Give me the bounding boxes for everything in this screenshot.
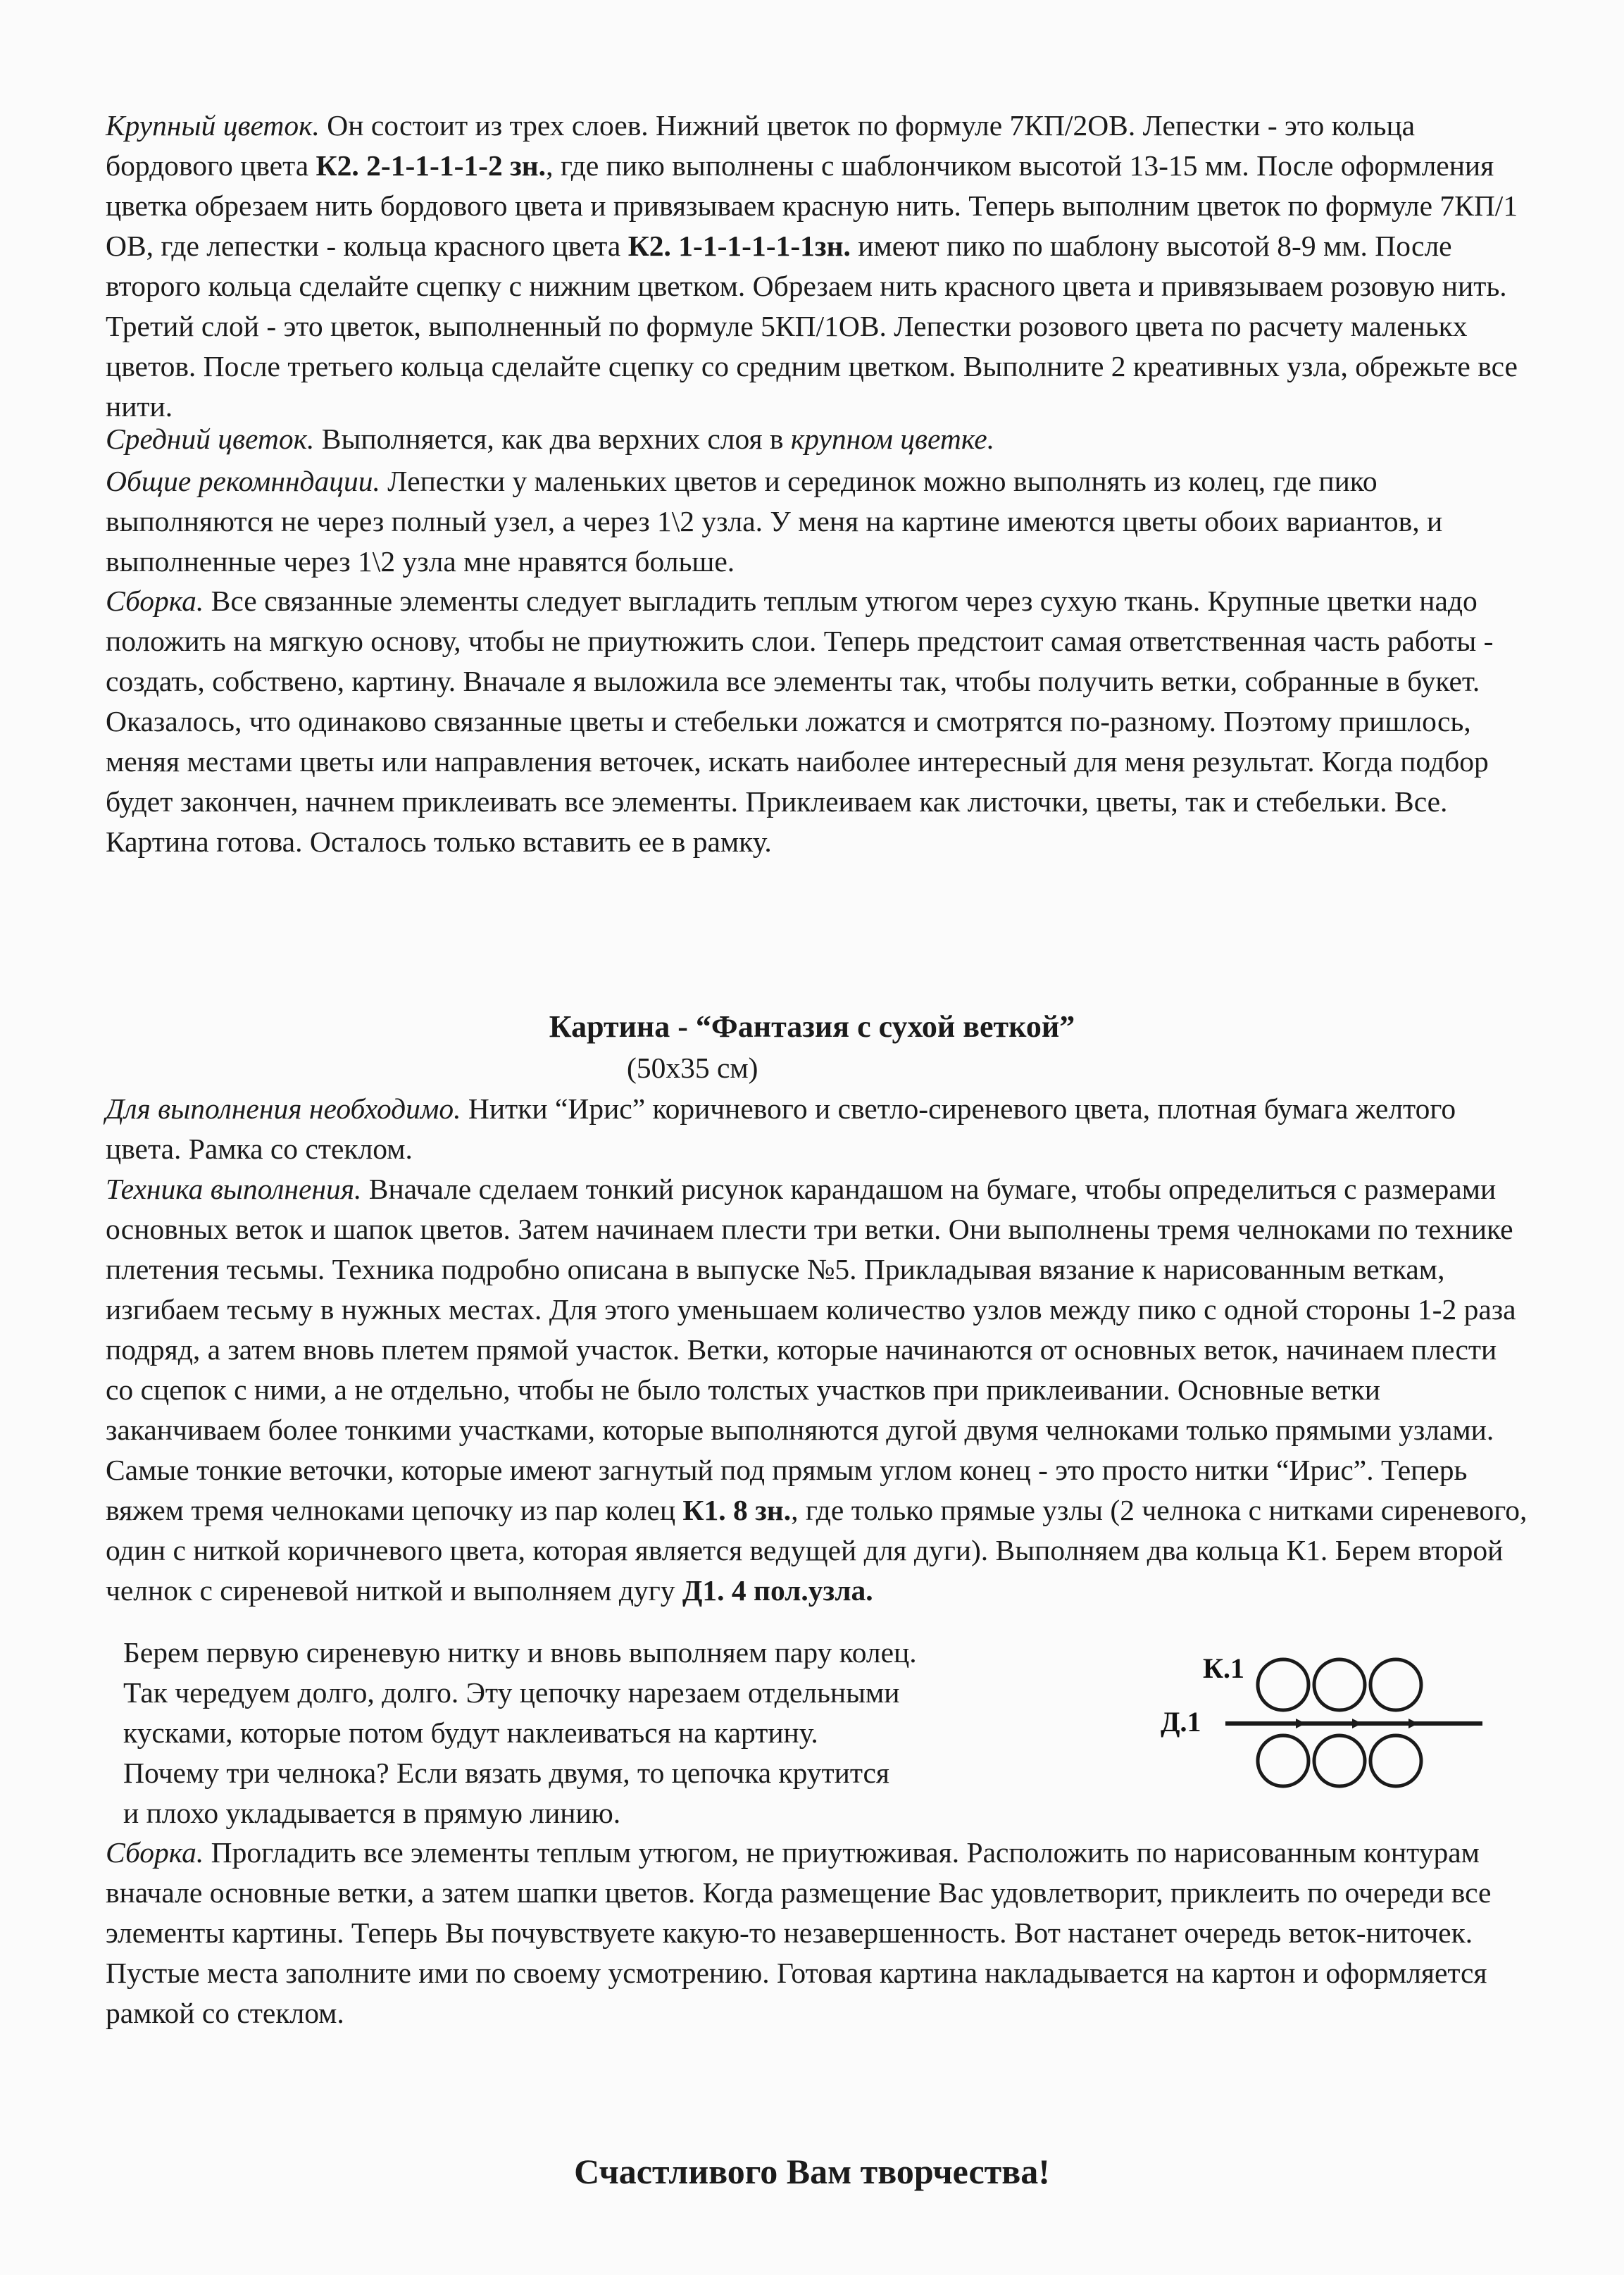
ring-circle [1314, 1659, 1365, 1710]
paragraph-technique [106, 1169, 1528, 1611]
section-subtitle-size: (50x35 см) [627, 1052, 758, 1084]
heading-large-flower: Крупный цветок. [106, 109, 320, 142]
paragraph-medium-flower [106, 419, 1528, 459]
heading-assembly: Сборка. [106, 585, 204, 617]
text-line: кусками, которые потом будут наклеиваться на картину. [123, 1716, 818, 1749]
text-run: Лепестки у маленьких цветов и серединок можно выполнять из колец, где пико выполняются не через полный узел, а через 1\2 узла. У меня на картине имеются цветы обоих вариантов, и выполненные через 1\2 узла мне нравятся больше. [106, 465, 1443, 578]
join-arrow [1296, 1719, 1306, 1728]
formula-bold: К1. 8 зн. [682, 1494, 792, 1526]
heading-requirements: Для выполнения необходимо. [106, 1092, 461, 1125]
text-line: и плохо укладывается в прямую линию. [123, 1797, 621, 1829]
text-line: Берем первую сиреневую нитку и вновь выполняем пару колец. [123, 1636, 917, 1669]
ring-circle [1370, 1735, 1421, 1786]
paragraph-assembly [106, 581, 1528, 862]
paragraph-requirements [106, 1089, 1528, 1169]
text-run: Он состоит из трех слоев. Нижний цветок по формуле 7КП/2ОВ. Лепестки - это кольца бордового цвета [106, 109, 1416, 182]
ring-circle [1258, 1659, 1308, 1710]
text-run: Выполняется, как два верхних слоя в [314, 423, 791, 455]
rings-top [1258, 1659, 1421, 1710]
text-line: Почему три челнока? Если вязать двумя, то цепочка крутится [123, 1757, 890, 1789]
formula-bold: К2. 2-1-1-1-1-2 зн. [316, 149, 546, 182]
ring-circle [1258, 1735, 1308, 1786]
closing-wish: Счастливого Вам творчества! [574, 2152, 1050, 2191]
paragraph-large-flower [106, 106, 1528, 427]
formula-bold: К2. 1-1-1-1-1-1зн. [627, 230, 851, 262]
text-run: Все связанные элементы следует выгладить теплым утюгом через сухую ткань. Крупные цветки надо положить на мягкую основу, чтобы не приутюжить слои. Теперь предстоит самая ответственная часть работы - создать, собствено, картину. Вначале я выложила все элементы так, чтобы получить ветки, собранные в букет. Оказалось, что одинаково связанные цветы и стебельки ложатся и смотрятся по-разному. Поэтому пришлось, меняя местами цветы или направления веточек, искать наиболее интересный для меня результат. Когда подбор будет закончен, начнем приклеивать все элементы. Приклеиваем как листочки, цветы, так и стебельки. Все. Картина готова. Осталось только вставить ее в рамку. [106, 585, 1494, 858]
arc-label: Д.1 [1161, 1706, 1201, 1738]
heading-general-recommendations: Общие рекомнндации. [106, 465, 380, 497]
heading-assembly-2: Сборка. [106, 1836, 204, 1869]
text-run: Вначале сделаем тонкий рисунок карандашом на бумаге, чтобы определиться с размерами основных веток и шапок цветов. Затем начинаем плести три ветки. Они выполнены тремя челноками по технике плетения тесьмы. Техника подробно описана в выпуске №5. Прикладывая вязание к нарисованным веткам, изгибаем тесьму в нужных местах. Для этого уменьшаем количество узлов между пико с одной стороны 1-2 раза подряд, а затем вновь плетем прямой участок. Ветки, которые начинаются от основных веток, начинаем плести со сцепок с ними, а не отдельно, чтобы не было толстых участков при приклеивании. Основные ветки заканчиваем более тонкими участками, которые выполняются дугой двумя челноками только прямыми узлами. Самые тонкие веточки, которые имеют загнутый под прямым углом конец - это просто нитки “Ирис”. Теперь вяжем тремя челноками цепочку из пар колец [106, 1173, 1516, 1526]
italic-reference: крупном цветке. [790, 423, 995, 455]
rings-bottom [1258, 1735, 1421, 1786]
section-title: Картина - “Фантазия с сухой веткой” [549, 1009, 1075, 1044]
paragraph-chain-notes [123, 1633, 1039, 1833]
text-run: , где только прямые узлы (2 челнока с нитками сиреневого, один с ниткой коричневого цвета, которая является ведущей для дуги). Выполняем два кольца К1. Берем второй челнок с сиреневой ниткой и выполняем дугу [106, 1494, 1528, 1607]
paragraph-assembly-2 [106, 1833, 1528, 2033]
heading-technique: Техника выполнения. [106, 1173, 362, 1205]
ring-circle [1314, 1735, 1365, 1786]
ring-label: К.1 [1203, 1652, 1245, 1684]
text-run: Нитки “Ирис” коричневого и светло-сиреневого цвета, плотная бумага желтого цвета. Рамка со стеклом. [106, 1092, 1456, 1165]
ring-chain-diagram [1155, 1648, 1493, 1803]
heading-medium-flower: Средний цветок. [106, 423, 315, 455]
join-arrow [1352, 1719, 1362, 1728]
text-run: Прогладить все элементы теплым утюгом, не приутюживая. Расположить по нарисованным контурам вначале основные ветки, а затем шапки цветов. Когда размещение Вас удовлетворит, приклеить по очереди все элементы картины. Теперь Вы почувствуете какую-то незавершенность. Вот настанет очередь веток-ниточек. Пустые места заполните ими по своему усмотрению. Готовая картина накладывается на картон и оформляется рамкой со стеклом. [106, 1836, 1492, 2029]
text-line: Так чередуем долго, долго. Эту цепочку нарезаем отдельными [123, 1676, 900, 1709]
join-arrow [1408, 1719, 1418, 1728]
paragraph-general-recommendations [106, 461, 1528, 582]
formula-bold: Д1. 4 пол.узла. [682, 1574, 873, 1607]
text-run: имеют пико по шаблону высотой 8-9 мм. После второго кольца сделайте сцепку с нижним цветком. Обрезаем нить красного цвета и привязываем розовую нить. Третий слой - это цветок, выполненный по формуле 5КП/1ОВ. Лепестки розового цвета по расчету маленькх цветов. После третьего кольца сделайте сцепку со средним цветком. Выполните 2 креативных узла, обрежьте все нити. [106, 230, 1518, 423]
text-run: , где пико выполнены с шаблончиком высотой 13-15 мм. После оформления цветка обрезаем нить бордового цвета и привязываем красную нить. Теперь выполним цветок по формуле 7КП/1 ОВ, где лепестки - кольца красного цвета [106, 149, 1518, 262]
ring-circle [1370, 1659, 1421, 1710]
